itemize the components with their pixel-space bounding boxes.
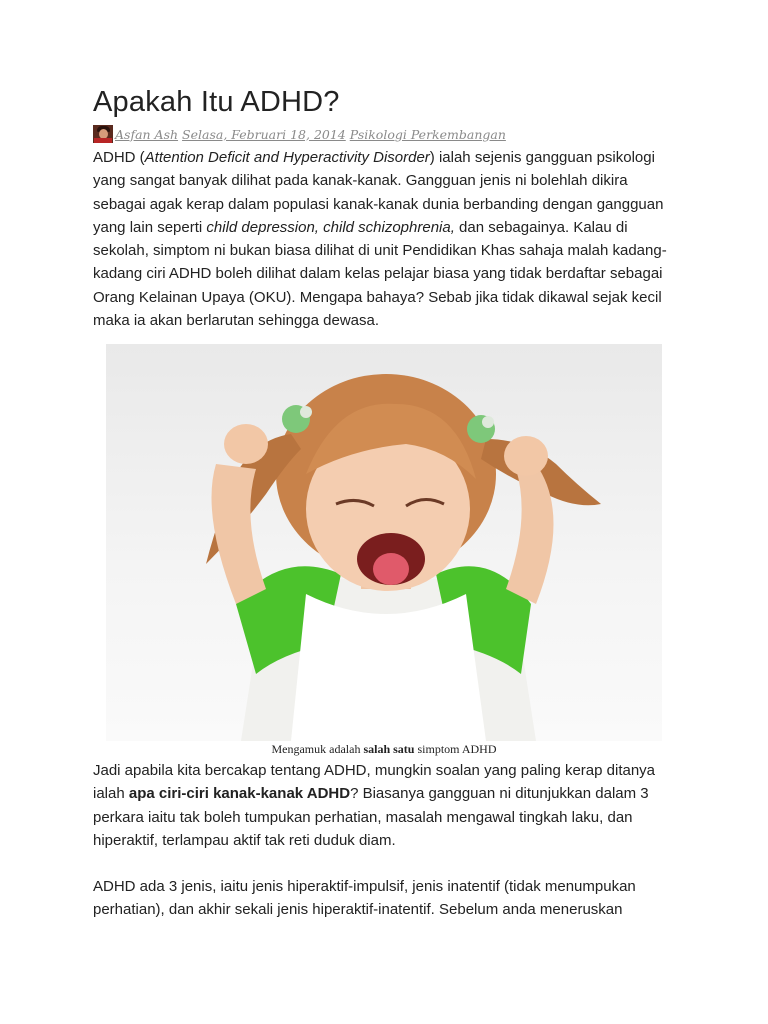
author-link[interactable]: Asfan Ash bbox=[115, 126, 179, 142]
post-meta bbox=[93, 124, 506, 144]
date-link[interactable]: Selasa, Februari 18, 2014 bbox=[182, 126, 346, 142]
paragraph-ciri: Jadi apabila kita bercakap tentang ADHD, mungkin soalan yang paling kerap ditanya ialah apa ciri-ciri kanak-kanak ADHD? Biasanya gangguan ni ditunjukkan dalam 3 perkara iaitu tak boleh tumpukan perhatian, masalah mengawal tingkah laku, dan hiperaktif, terlampau aktif tak reti duduk diam. bbox=[93, 762, 656, 849]
category-link[interactable]: Psikologi Perkembangan bbox=[349, 126, 506, 142]
article-photo bbox=[106, 344, 662, 741]
intro-paragraph: ADHD (Attention Deficit and Hyperactivity Disorder) ialah sejenis gangguan psikologi yang sangat banyak dilihat pada kanak-kanak. Gangguan jenis ni bolehlah dikira sebagai agak kerap dalam populasi kanak-kanak dunia berbanding dengan gangguan yang lain seperti child depression, child schizophrenia, dan sebagainya. Kalau di sekolah, simptom ni bukan biasa dilihat di unit Pendidikan Khas sahaja malah kadang-kadang ciri ADHD boleh dilihat dalam kelas pelajar biasa yang tidak berdaftar sebagai Orang Kelainan Upaya (OKU). Mengapa bahaya? Sebab jika tidak dikawal sejak kecil maka ia akan berlarutan sehingga dewasa. bbox=[93, 149, 667, 330]
author-avatar-icon[interactable] bbox=[93, 125, 113, 143]
paragraph-jenis: ADHD ada 3 jenis, iaitu jenis hiperaktif-impulsif, jenis inatentif (tidak menumpukan perhatian), dan akhir sekali jenis hiperaktif-inatentif. Sebelum anda meneruskan bbox=[93, 878, 636, 919]
photo-caption: Mengamuk adalah salah satu simptom ADHD bbox=[271, 742, 497, 756]
page-title: Apakah Itu ADHD? bbox=[93, 86, 340, 118]
